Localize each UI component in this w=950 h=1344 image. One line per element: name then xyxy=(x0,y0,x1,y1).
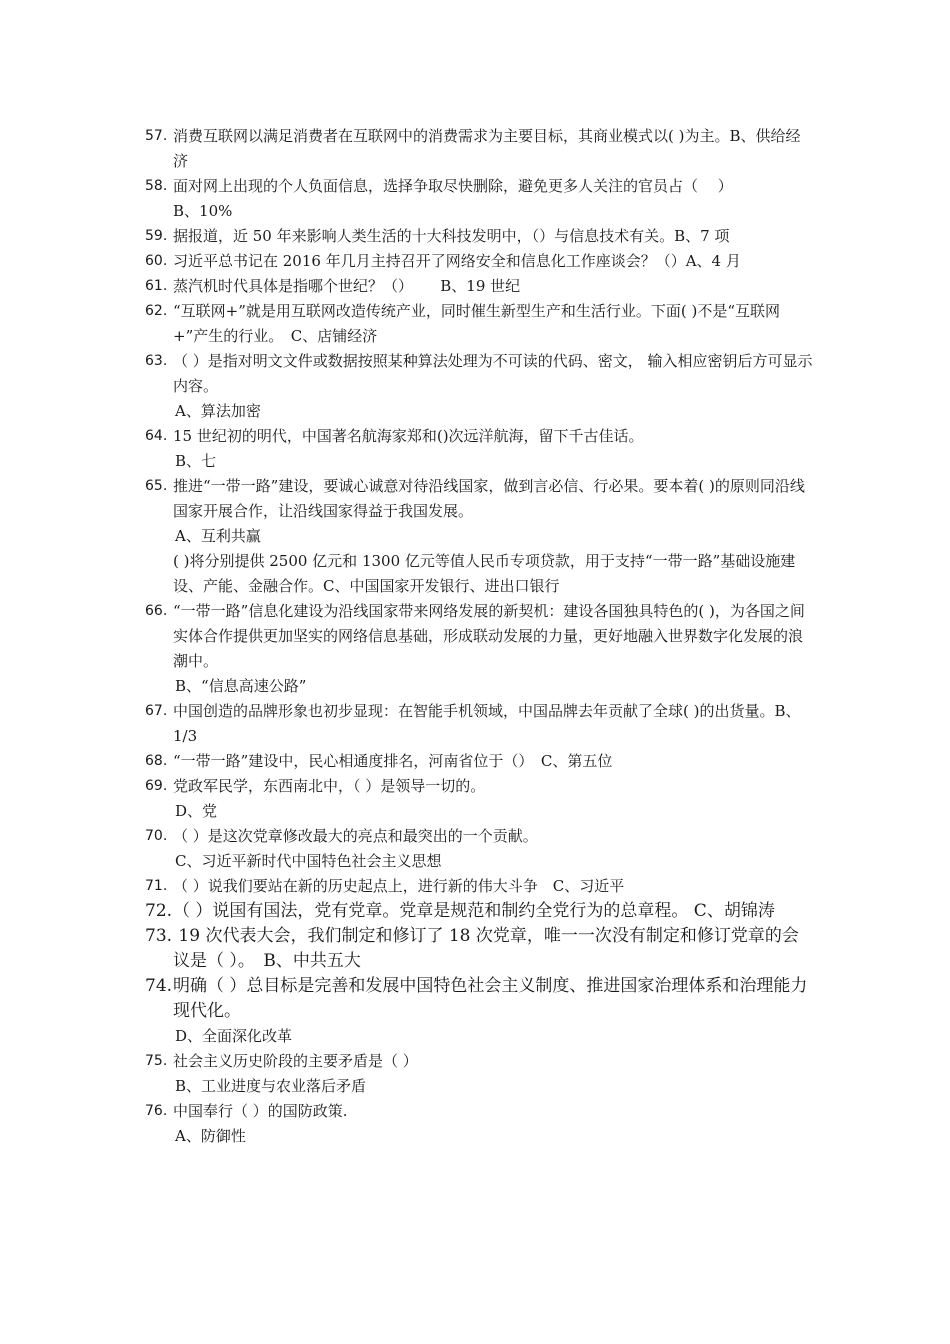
question-text: （ ）是这次党章修改最大的亮点和最突出的一个贡献。 xyxy=(173,827,538,845)
item-number: 66. xyxy=(145,603,168,619)
list-item xyxy=(145,224,813,249)
item-number: 65. xyxy=(145,478,168,494)
question-text: 中国奉行（ ）的国防政策. xyxy=(173,1102,348,1120)
question-text: 社会主义历史阶段的主要矛盾是（ ） xyxy=(173,1052,418,1070)
item-number: 63. xyxy=(145,353,168,369)
list-item xyxy=(145,874,813,899)
question-text: “一带一路”信息化建设为沿线国家带来网络发展的新契机：建设各国独具特色的( )，为各国之间实体合作提供更加坚实的网络信息基础，形成联动发展的力量，更好地融入世界数字化发展的浪潮中。 xyxy=(173,602,805,670)
list-item xyxy=(145,1099,813,1149)
question-text: 党政军民学，东西南北中，（ ）是领导一切的。 xyxy=(173,777,486,795)
answer-text: B、工业进度与农业落后矛盾 xyxy=(175,1077,367,1095)
answer-text: D、党 xyxy=(175,802,218,820)
item-number: 75. xyxy=(145,1053,168,1069)
question-text: 习近平总书记在 2016 年几月主持召开了网络安全和信息化工作座谈会？（）A、4 月 xyxy=(173,252,741,270)
list-item xyxy=(145,474,813,599)
answer-text: C、习近平新时代中国特色社会主义思想 xyxy=(175,852,442,870)
list-item xyxy=(145,174,813,224)
answer-text: A、互利共赢 xyxy=(175,527,261,545)
answer-text: A、防御性 xyxy=(175,1127,246,1145)
list-item xyxy=(145,249,813,274)
list-item xyxy=(145,899,813,924)
question-text: （ ）是指对明文文件或数据按照某种算法处理为不可读的代码、密文， 输入相应密钥后方可显示内容。 xyxy=(173,352,813,395)
item-number: 72. xyxy=(145,901,173,921)
item-number: 58. xyxy=(145,178,168,194)
item-number: 68. xyxy=(145,753,168,769)
item-number: 73. xyxy=(145,926,173,946)
item-number: 70. xyxy=(145,828,168,844)
question-text: “一带一路”建设中，民心相通度排名，河南省位于（） C、第五位 xyxy=(173,752,613,770)
item-number: 76. xyxy=(145,1103,168,1119)
list-item xyxy=(145,599,813,699)
list-item xyxy=(145,974,813,1049)
list-item xyxy=(145,749,813,774)
question-text: 明确（ ）总目标是完善和发展中国特色社会主义制度、推进国家治理体系和治理能力现代化。 xyxy=(173,976,808,1021)
list-item xyxy=(145,124,813,174)
list-item xyxy=(145,274,813,299)
question-text: （ ）说国有国法，党有党章。党章是规范和制约全党行为的总章程。 C、胡锦涛 xyxy=(173,901,775,921)
list-item xyxy=(145,924,813,974)
question-text: 15 世纪初的明代，中国著名航海家郑和()次远洋航海，留下千古佳话。 xyxy=(173,427,644,445)
item-number: 74. xyxy=(145,976,173,996)
item-number: 59. xyxy=(145,228,168,244)
item-number: 64. xyxy=(145,428,168,444)
question-text: 据报道，近 50 年来影响人类生活的十大科技发明中，（）与信息技术有关。B、7 项 xyxy=(173,227,730,245)
item-number: 57. xyxy=(145,128,168,144)
answer-text: B、七 xyxy=(175,452,217,470)
item-number: 71. xyxy=(145,878,168,894)
answer-text: A、算法加密 xyxy=(175,402,261,420)
question-list xyxy=(145,124,813,1149)
item-number: 62. xyxy=(145,303,168,319)
item-number: 60. xyxy=(145,253,168,269)
question-text: 蒸汽机时代具体是指哪个世纪？（） B、19 世纪 xyxy=(173,277,521,295)
answer-text: D、全面深化改革 xyxy=(175,1027,293,1045)
list-item xyxy=(145,824,813,874)
list-item xyxy=(145,774,813,824)
item-number: 67. xyxy=(145,703,168,719)
list-item xyxy=(145,424,813,474)
item-number: 69. xyxy=(145,778,168,794)
question-text: “互联网+”就是用互联网改造传统产业，同时催生新型生产和生活行业。下面( )不是“互联网+”产生的行业。 C、店铺经济 xyxy=(173,302,781,345)
question-text: 面对网上出现的个人负面信息，选择争取尽快删除，避免更多人关注的官员占（ ） B、10% xyxy=(173,177,733,220)
list-item xyxy=(145,349,813,424)
item-number: 61. xyxy=(145,278,168,294)
list-item xyxy=(145,1049,813,1099)
answer-text: B、“信息高速公路” xyxy=(175,677,307,695)
list-item xyxy=(145,699,813,749)
list-item xyxy=(145,299,813,349)
question-text: 19 次代表大会，我们制定和修订了 18 次党章，唯一一次没有制定和修订党章的会议是（ ）。 B、中共五大 xyxy=(173,926,799,971)
question-text: 消费互联网以满足消费者在互联网中的消费需求为主要目标，其商业模式以( )为主。B、供给经济 xyxy=(173,127,801,170)
question-text: 中国创造的品牌形象也初步显现：在智能手机领域，中国品牌去年贡献了全球( )的出货量。B、1/3 xyxy=(173,702,801,745)
extra-question-text: ( )将分别提供 2500 亿元和 1300 亿元等值人民币专项贷款，用于支持“一带一路”基础设施建设、产能、金融合作。C、中国国家开发银行、进出口银行 xyxy=(173,552,796,595)
question-text: 推进“一带一路”建设，要诚心诚意对待沿线国家，做到言必信、行必果。要本着( )的原则同沿线国家开展合作，让沿线国家得益于我国发展。 xyxy=(173,477,805,520)
question-text: （ ）说我们要站在新的历史起点上，进行新的伟大斗争 C、习近平 xyxy=(173,877,625,895)
